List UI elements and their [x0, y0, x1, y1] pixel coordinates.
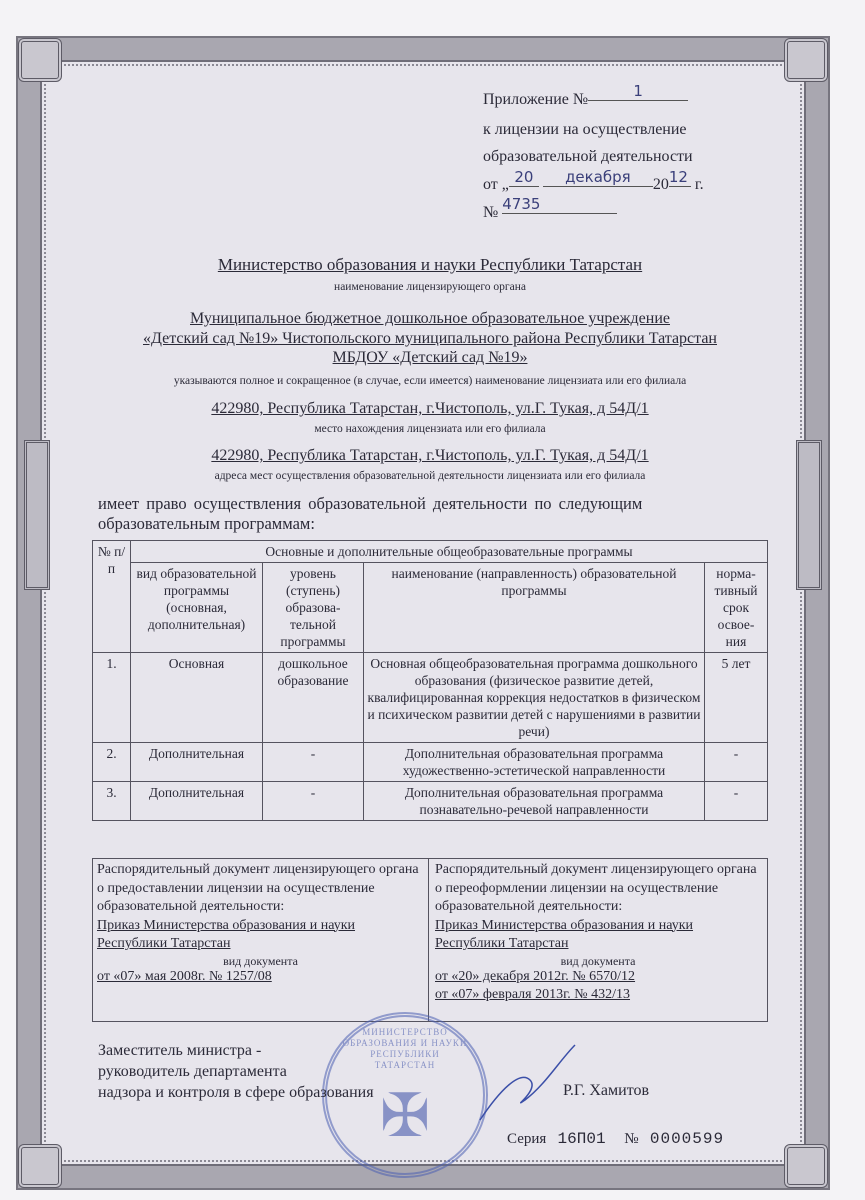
document-ref: от «07» мая 2008г. № 1257/08 — [97, 968, 272, 984]
date-year-prefix: 20 — [652, 176, 669, 193]
form-number: 0000599 — [649, 1130, 725, 1148]
signatory-name: Р.Г. Хамитов — [563, 1082, 650, 1099]
row-level: - — [263, 782, 364, 821]
row-name: Дополнительная образовательная программа познавательно-речевой направленности — [364, 782, 705, 821]
eagle-emblem-icon: ✠ — [379, 1083, 431, 1149]
intro-line2: образовательным программам: — [98, 514, 315, 533]
position-line: надзора и контроля в сфере образования — [98, 1084, 374, 1101]
position-line: руководитель департамента — [98, 1063, 287, 1080]
licensee-line: МБДОУ «Детский сад №19» — [332, 349, 528, 366]
side-ornament — [796, 440, 822, 590]
document-type: Приказ Министерства образования и науки — [97, 917, 356, 933]
documents-table — [92, 858, 768, 1022]
appendix-number: 1 — [588, 82, 688, 101]
document-title: Распорядительный документ лицензирующего органа о переоформлении лицензии на осуществление образовательной деятельности: — [435, 862, 757, 914]
col-term-header: норма-тивный срок освое-ния — [705, 563, 768, 653]
document-ref: от «07» февраля 2013г. № 432/13 — [435, 987, 631, 1002]
document-caption: вид документа — [560, 953, 636, 968]
programs-table — [92, 540, 768, 821]
col-type-header: вид образовательной программы (основная, дополнительная) — [131, 563, 263, 653]
activity-address: 422980, Республика Татарстан, г.Чистополь, ул.Г. Тукая, д 54Д/1 — [211, 447, 649, 464]
authority-name: Министерство образования и науки Республики Татарстан — [217, 255, 643, 274]
row-num: 3. — [93, 782, 131, 821]
table-row — [93, 653, 768, 743]
side-ornament — [24, 440, 50, 590]
col-name-header: наименование (направленность) образовательной программы — [364, 563, 705, 653]
licensee-line: «Детский сад №19» Чистопольского муниципального района Республики Татарстан — [143, 330, 717, 347]
header-line2: образовательной деятельности — [483, 148, 693, 165]
intro-line1: имеет право осуществления образовательной деятельности по следующим — [98, 494, 643, 513]
document-right — [429, 859, 768, 1022]
signatory-position — [98, 1040, 374, 1103]
form-series — [507, 1130, 724, 1148]
date-suffix: г. — [694, 176, 704, 193]
corner-ornament — [784, 38, 828, 82]
date-month: декабря — [543, 168, 653, 187]
document-caption: вид документа — [223, 953, 298, 968]
series-value: 16П01 — [557, 1130, 606, 1148]
date-year: 12 — [669, 168, 691, 187]
number-label: № — [624, 1131, 639, 1147]
document-ref: от «20» декабря 2012г. № 6570/12 — [435, 968, 636, 984]
authority-caption: наименование лицензирующего органа — [334, 281, 526, 293]
row-num: 1. — [93, 653, 131, 743]
licensee-caption: указываются полное и сокращенное (в случае, если имеется) наименование лицензиата или его филиала — [173, 375, 687, 387]
corner-ornament — [784, 1144, 828, 1188]
row-type: Дополнительная — [131, 743, 263, 782]
row-term: - — [705, 782, 768, 821]
table-row — [93, 743, 768, 782]
series-label: Серия — [507, 1131, 547, 1147]
row-name: Основная общеобразовательная программа дошкольного образования (физическое развитие детей, квалифицированная коррекция недостатков в физическом и психическом развитии детей с нарушениями в развитии речи) — [364, 653, 705, 743]
document-type: Республики Татарстан — [97, 936, 231, 951]
row-name: Дополнительная образовательная программа художественно-эстетической направленности — [364, 743, 705, 782]
stamp-text: МИНИСТЕРСТВО ОБРАЗОВАНИЯ И НАУКИ РЕСПУБЛИКИ ТАТАРСТАН — [342, 1027, 468, 1070]
document-type: Приказ Министерства образования и науки — [435, 917, 694, 933]
col-level-header: уровень (ступень) образова-тельной программы — [263, 563, 364, 653]
group-header: Основные и дополнительные общеобразовательные программы — [131, 541, 768, 563]
position-line: Заместитель министра - — [98, 1042, 262, 1059]
row-type: Дополнительная — [131, 782, 263, 821]
document-type: Республики Татарстан — [435, 936, 569, 951]
number-label: № — [483, 204, 499, 221]
header-line1: к лицензии на осуществление — [483, 121, 687, 138]
corner-ornament — [18, 38, 62, 82]
corner-ornament — [18, 1144, 62, 1188]
appendix-label: Приложение № — [483, 91, 589, 108]
row-level: - — [263, 743, 364, 782]
document-title: Распорядительный документ лицензирующего органа о предоставлении лицензии на осуществление образовательной деятельности: — [97, 862, 419, 914]
row-type: Основная — [131, 653, 263, 743]
date-day: 20 — [509, 168, 539, 187]
licensee-line: Муниципальное бюджетное дошкольное образовательное учреждение — [190, 310, 670, 327]
row-level: дошкольное образование — [263, 653, 364, 743]
document-left — [93, 859, 429, 1022]
col-num-header: № п/п — [93, 541, 131, 653]
license-number: 4735 — [502, 195, 617, 214]
activity-caption: адреса мест осуществления образовательной деятельности лицензиата или его филиала — [214, 470, 646, 482]
table-row — [93, 782, 768, 821]
location-caption: место нахождения лицензиата или его филиала — [314, 423, 546, 435]
row-term: - — [705, 743, 768, 782]
row-term: 5 лет — [705, 653, 768, 743]
date-prefix: от — [483, 176, 498, 193]
location-address: 422980, Республика Татарстан, г.Чистополь, ул.Г. Тукая, д 54Д/1 — [211, 400, 649, 417]
row-num: 2. — [93, 743, 131, 782]
